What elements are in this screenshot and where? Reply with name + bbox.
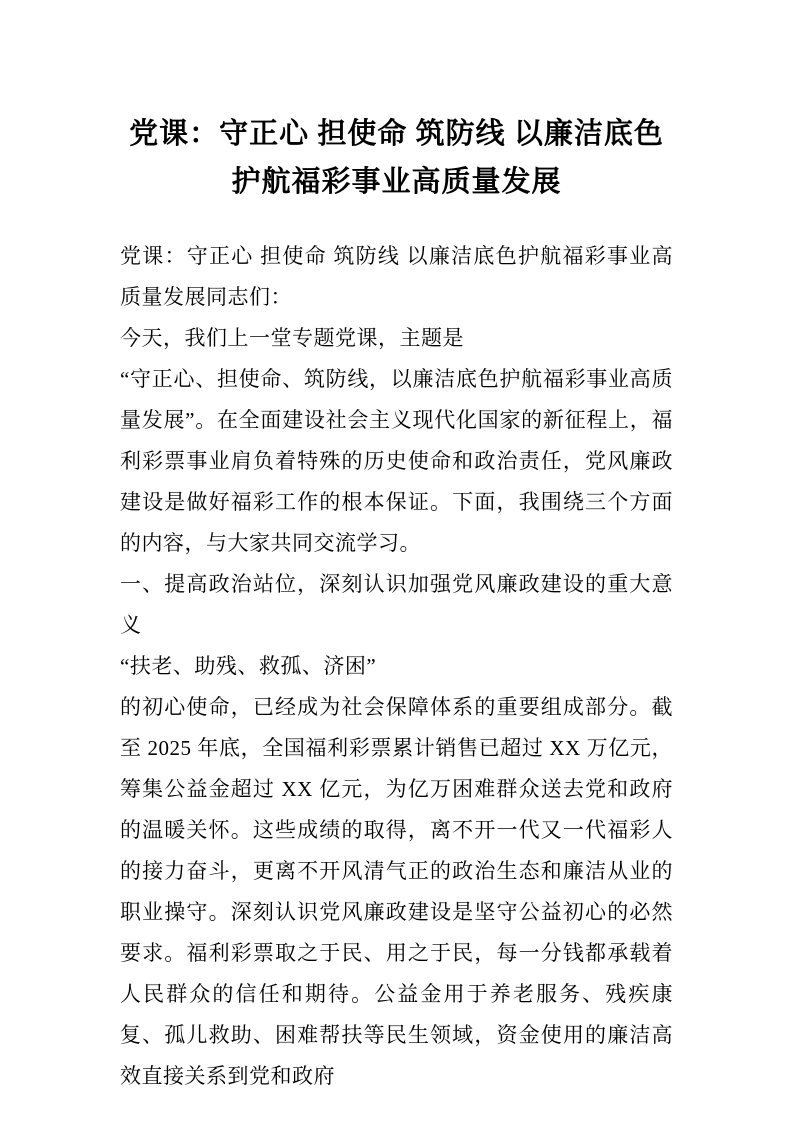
document-body <box>120 236 673 1097</box>
title-line-2: 护航福彩事业高质量发展 <box>231 166 562 198</box>
title-line-1: 党课：守正心 担使命 筑防线 以廉洁底色 <box>129 118 664 150</box>
paragraph-body: 的初心使命，已经成为社会保障体系的重要组成部分。截至 2025 年底，全国福利彩票累计销售已超过 XX 万亿元，筹集公益金超过 XX 亿元，为亿万困难群众送去党和政府的温暖关怀。这些成绩的取得，离不开一代又一代福彩人的接力奋斗，更离不开风清气正的政治生态和廉洁从业的职业操守。深刻认识党风廉政建设是坚守公益初心的必然要求。福利彩票取之于民、用之于民，每一分钱都承载着人民群众的信任和期待。公益金用于养老服务、残疾康复、孤儿救助、困难帮扶等民生领域，资金使用的廉洁高效直接关系到党和政府 <box>120 695 673 1088</box>
paragraph-section-heading: 一、提高政治站位，深刻认识加强党风廉政建设的重大意义 <box>120 572 673 637</box>
paragraph-quote: “扶老、助残、救孤、济困” <box>120 654 377 678</box>
paragraph-theme: “守正心、担使命、筑防线，以廉洁底色护航福彩事业高质量发展”。在全面建设社会主义现代化国家的新征程上，福利彩票事业肩负着特殊的历史使命和政治责任，党风廉政建设是做好福彩工作的根本保证。下面，我围绕三个方面的内容，与大家共同交流学习。 <box>120 367 673 555</box>
paragraph-intro: 今天，我们上一堂专题党课，主题是 <box>120 326 464 350</box>
paragraph-salutation: 党课：守正心 担使命 筑防线 以廉洁底色护航福彩事业高质量发展同志们： <box>120 244 673 309</box>
document-title <box>120 110 673 206</box>
